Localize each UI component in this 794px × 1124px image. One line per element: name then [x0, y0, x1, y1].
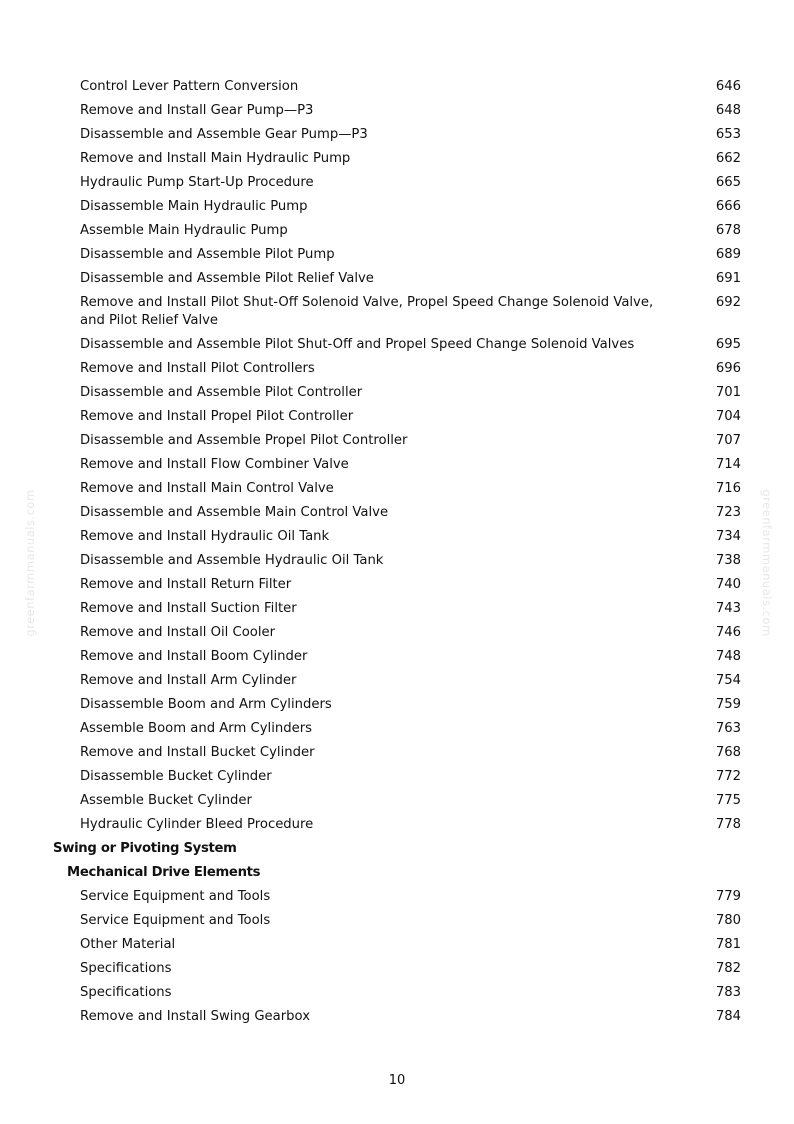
toc-entry[interactable]	[0, 243, 794, 267]
toc-entry[interactable]	[0, 501, 794, 525]
toc-entry[interactable]	[0, 981, 794, 1005]
toc-entry[interactable]	[0, 885, 794, 909]
toc-entry-page: 779	[715, 889, 741, 904]
toc-entry-title: Remove and Install Boom Cylinder	[80, 649, 308, 664]
toc-entry[interactable]	[0, 171, 794, 195]
toc-entry[interactable]	[0, 669, 794, 693]
toc-entry-page: 746	[715, 625, 741, 640]
toc-entry[interactable]	[0, 333, 794, 357]
page-number: 10	[388, 1073, 406, 1088]
toc-entry-page: 692	[715, 295, 741, 310]
toc-entry-page: 768	[715, 745, 741, 760]
toc-entry-title: Remove and Install Propel Pilot Controller	[80, 409, 354, 424]
toc-entry-title: Disassemble Boom and Arm Cylinders	[80, 697, 332, 712]
toc-entry-page: 716	[715, 481, 741, 496]
toc-section-heading[interactable]	[0, 861, 794, 885]
toc-entry-page: 763	[715, 721, 741, 736]
toc-entry-page: 759	[715, 697, 741, 712]
toc-entry-title: Remove and Install Return Filter	[80, 577, 292, 592]
toc-entry-page: 696	[715, 361, 741, 376]
toc-entry-page: 754	[715, 673, 741, 688]
toc-entry-title: Disassemble Main Hydraulic Pump	[80, 199, 308, 214]
toc-entry-title: Disassemble Bucket Cylinder	[80, 769, 272, 784]
watermark-left: greenfarmmanuals.com	[23, 489, 37, 637]
toc-entry-title: Disassemble and Assemble Gear Pump—P3	[80, 127, 368, 142]
toc-entry-title: Assemble Boom and Arm Cylinders	[80, 721, 313, 736]
toc-entry[interactable]	[0, 789, 794, 813]
toc-entry-title: Control Lever Pattern Conversion	[80, 79, 299, 94]
toc-entry[interactable]	[0, 405, 794, 429]
toc-entry-page: 772	[715, 769, 741, 784]
toc-entry[interactable]	[0, 99, 794, 123]
toc-entry-page: 695	[715, 337, 741, 352]
toc-entry-page: 662	[715, 151, 741, 166]
toc-entry-title: Remove and Install Swing Gearbox	[80, 1009, 311, 1024]
toc-entry-title: Assemble Main Hydraulic Pump	[80, 223, 288, 238]
toc-entry-page: 691	[715, 271, 741, 286]
toc-entry-page: 784	[715, 1009, 741, 1024]
toc-entry-title: Disassemble and Assemble Pilot Controller	[80, 385, 363, 400]
toc-entry-title: Service Equipment and Tools	[80, 913, 271, 928]
toc-entry-page: 780	[715, 913, 741, 928]
toc-entry[interactable]	[0, 573, 794, 597]
toc-entry[interactable]	[0, 195, 794, 219]
toc-entry-page: 666	[715, 199, 741, 214]
toc-entry-page: 707	[715, 433, 741, 448]
toc-entry-page: 748	[715, 649, 741, 664]
toc-entry-page: 678	[715, 223, 741, 238]
toc-entry-page: 775	[715, 793, 741, 808]
toc-entry-page: 653	[715, 127, 741, 142]
toc-entry-title: Assemble Bucket Cylinder	[80, 793, 252, 808]
toc-entry-title: Remove and Install Bucket Cylinder	[80, 745, 315, 760]
toc-entry[interactable]	[0, 123, 794, 147]
toc-entry[interactable]	[0, 597, 794, 621]
toc-entry-title: Hydraulic Pump Start-Up Procedure	[80, 175, 314, 190]
toc-entry[interactable]	[0, 453, 794, 477]
toc-entry[interactable]	[0, 957, 794, 981]
toc-entry-title: Specifications	[80, 985, 172, 1000]
toc-entry-page: 778	[715, 817, 741, 832]
toc-entry-title: Hydraulic Cylinder Bleed Procedure	[80, 817, 314, 832]
toc-entry-page: 714	[715, 457, 741, 472]
toc-entry[interactable]	[0, 429, 794, 453]
toc-entry-title: Specifications	[80, 961, 172, 976]
toc-entry[interactable]	[0, 219, 794, 243]
toc-entry-page: 782	[715, 961, 741, 976]
toc-entry-title: Disassemble and Assemble Pilot Pump	[80, 247, 335, 262]
toc-entry[interactable]	[0, 549, 794, 573]
toc-entry[interactable]	[0, 477, 794, 501]
toc-entry-page: 723	[715, 505, 741, 520]
toc-entry-title: Remove and Install Flow Combiner Valve	[80, 457, 349, 472]
toc-entry-page: 781	[715, 937, 741, 952]
toc-entry-title: Disassemble and Assemble Hydraulic Oil Tank	[80, 553, 384, 568]
toc-entry-title: Disassemble and Assemble Propel Pilot Controller	[80, 433, 408, 448]
toc-entry-title: Disassemble and Assemble Pilot Relief Valve	[80, 271, 374, 286]
toc-entry-page: 704	[715, 409, 741, 424]
toc-entry-page: 740	[715, 577, 741, 592]
toc-entry[interactable]	[0, 813, 794, 837]
toc-entry-page: 665	[715, 175, 741, 190]
toc-entry[interactable]	[0, 1005, 794, 1029]
toc-entry-page: 743	[715, 601, 741, 616]
toc-entry[interactable]	[0, 621, 794, 645]
toc-entry-title: Swing or Pivoting System	[53, 841, 237, 856]
toc-section-heading[interactable]	[0, 837, 794, 861]
toc-entry-page: 648	[715, 103, 741, 118]
toc-entry-title: Remove and Install Arm Cylinder	[80, 673, 297, 688]
toc-entry[interactable]	[0, 645, 794, 669]
toc-entry-page: 701	[715, 385, 741, 400]
toc-entry[interactable]	[0, 267, 794, 291]
toc-entry[interactable]	[0, 291, 794, 333]
toc-entry-title: Mechanical Drive Elements	[67, 865, 261, 880]
toc-entry[interactable]	[0, 525, 794, 549]
toc-entry-title: Service Equipment and Tools	[80, 889, 271, 904]
toc-entry-title: Remove and Install Main Hydraulic Pump	[80, 151, 351, 166]
toc-entry[interactable]	[0, 75, 794, 99]
toc-entry-title: Disassemble and Assemble Main Control Valve	[80, 505, 389, 520]
toc-entry[interactable]	[0, 693, 794, 717]
toc-entry-title: Remove and Install Main Control Valve	[80, 481, 334, 496]
toc-entry[interactable]	[0, 381, 794, 405]
toc-entry[interactable]	[0, 147, 794, 171]
toc-entry-title: Other Material	[80, 937, 176, 952]
toc-entry[interactable]	[0, 357, 794, 381]
toc-entry-page: 689	[715, 247, 741, 262]
table-of-contents	[0, 75, 794, 1029]
toc-entry[interactable]	[0, 933, 794, 957]
toc-entry-title: Remove and Install Pilot Controllers	[80, 361, 315, 376]
toc-entry-title: Remove and Install Gear Pump—P3	[80, 103, 314, 118]
toc-entry-title: Disassemble and Assemble Pilot Shut-Off and Propel Speed Change Solenoid Valves	[80, 337, 635, 352]
toc-entry[interactable]	[0, 909, 794, 933]
toc-entry[interactable]	[0, 741, 794, 765]
toc-entry-page: 738	[715, 553, 741, 568]
toc-entry-page: 734	[715, 529, 741, 544]
toc-entry[interactable]	[0, 765, 794, 789]
toc-entry-page: 783	[715, 985, 741, 1000]
toc-entry-title: Remove and Install Pilot Shut-Off Solenoid Valve, Propel Speed Change Solenoid Valve, and Pilot Relief Valve	[80, 295, 654, 328]
toc-entry[interactable]	[0, 717, 794, 741]
toc-entry-title: Remove and Install Oil Cooler	[80, 625, 276, 640]
toc-entry-title: Remove and Install Suction Filter	[80, 601, 297, 616]
watermark-right: greenfarmmanuals.com	[760, 489, 774, 637]
toc-entry-title: Remove and Install Hydraulic Oil Tank	[80, 529, 330, 544]
toc-entry-page: 646	[715, 79, 741, 94]
